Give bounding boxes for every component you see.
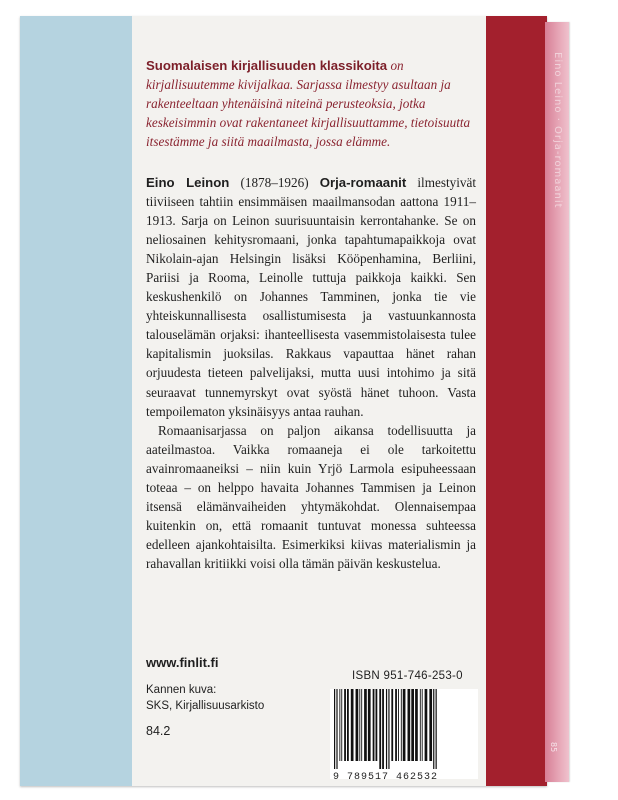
isbn-label: ISBN 951-746-253-0	[352, 670, 463, 682]
barcode-bar	[334, 689, 335, 769]
barcode-bar	[341, 689, 342, 761]
barcode-bars	[330, 689, 478, 769]
author-name: Eino Leinon	[146, 175, 230, 190]
barcode-bar	[395, 689, 397, 761]
cover-credit-label: Kannen kuva:	[146, 684, 217, 696]
barcode-bar	[425, 689, 428, 761]
barcode	[330, 689, 478, 779]
barcode-bar	[356, 689, 359, 761]
barcode-bar	[379, 689, 381, 769]
barcode-digits: 9 789517 462532	[333, 772, 439, 783]
right-color-band	[486, 16, 547, 786]
barcode-bar	[339, 689, 340, 761]
barcode-bar	[336, 689, 337, 769]
paragraph-2	[146, 421, 476, 573]
series-intro	[146, 56, 476, 151]
publisher-info	[146, 655, 264, 738]
barcode-bar	[420, 689, 421, 761]
barcode-bar	[398, 689, 399, 761]
left-color-band	[20, 16, 132, 786]
barcode-bar	[364, 689, 367, 761]
barcode-bar	[359, 689, 360, 761]
series-description: on kirjallisuutemme kivijalkaa. Sarjassa ilmestyy asultaan ja rakenteeltaan yhtenäisinä niteinä perusteoksia, jotka keskeisimmin ovat rakentaneet kirjallisuuttamme, tietoisuutta itsestämme ja siitä maailmasta, jossa elämme.	[146, 58, 471, 149]
book-spine	[545, 22, 569, 782]
paragraph-1	[146, 173, 476, 421]
barcode-bar	[344, 689, 346, 761]
barcode-bar	[403, 689, 406, 761]
barcode-bar	[401, 689, 402, 761]
barcode-bar	[361, 689, 362, 761]
barcode-bar	[408, 689, 411, 761]
back-cover-text	[146, 56, 476, 573]
cover-credit	[146, 682, 264, 714]
barcode-bar	[351, 689, 354, 761]
barcode-bar	[436, 689, 437, 769]
barcode-bar	[415, 689, 418, 761]
barcode-bar	[433, 689, 434, 769]
barcode-bar	[429, 689, 432, 761]
spine-number: 85	[549, 742, 558, 753]
barcode-bar	[386, 689, 387, 769]
barcode-bar	[376, 689, 378, 761]
barcode-bar	[347, 689, 349, 761]
barcode-bar	[422, 689, 423, 761]
barcode-bar	[388, 689, 389, 769]
book-title: Orja-romaanit	[319, 175, 407, 190]
barcode-bar	[411, 689, 414, 761]
publisher-website[interactable]: www.finlit.fi	[146, 655, 219, 670]
barcode-bar	[391, 689, 393, 761]
barcode-bar	[373, 689, 375, 761]
price-code: 84.2	[146, 724, 171, 738]
series-name: Suomalaisen kirjallisuuden klassikoita	[146, 58, 388, 73]
barcode-bar	[382, 689, 384, 769]
barcode-bar	[368, 689, 371, 761]
spine-title-faint: Eino Leino · Orja-romaanit	[552, 52, 563, 209]
author-years: (1878–1926)	[229, 175, 320, 190]
paragraph-1-text: ilmestyivät tiiviiseen tahtiin ensimmäisen maailmansodan aattona 1911–1913. Sarja on Leinon suurisuuntaisin kerrontahanke. Se on neliosainen kehitysromaani, jonka tapahtumapaikkoja ovat Nikolain-ajan Helsingin lisäksi Kööpenhamina, Berliini, Pariisi ja Rooma, Leinolle tuttuja paikkoja kaikki. Sen keskushenkilö on Johannes Tamminen, jonka tie vie yhteiskunnallisesta osallistumisesta ja vastuunkannosta talouselämän orjaksi: ihanteellisesta vasemmistolaisesta tulee kapitalismin juoksilas. Rakkaus vapauttaa hänet rahan orjuudesta tieteen palvelijaksi, mutta uusi intohimo ja sitä seuraavat tunnemyrskyt ovat syöstä hänet tuhoon. Vasta tempoilematon yksinäisyys antaa rauhan.	[146, 175, 476, 419]
paragraph-2-text: Romaanisarjassa on paljon aikansa todellisuutta ja aateilmastoa. Vaikka romaaneja ei ole tarkoitettu avainromaaneiksi – niin kuin Yrjö Larmola esipuheessaan toteaa – on helppo havaita Johannes Tammisen ja Leinon itsensä elämänvaiheiden yhtymäkohdat. Olennaisempaa kuitenkin on, että romaanit tuntuvat monessa suhteessa edelleen ajankohtaisilta. Esimerkiksi kiivas materialismin ja rahavallan kritiikki voisi olla tämän päivän keskustelua.	[146, 422, 476, 571]
cover-credit-source: SKS, Kirjallisuusarkisto	[146, 700, 265, 712]
